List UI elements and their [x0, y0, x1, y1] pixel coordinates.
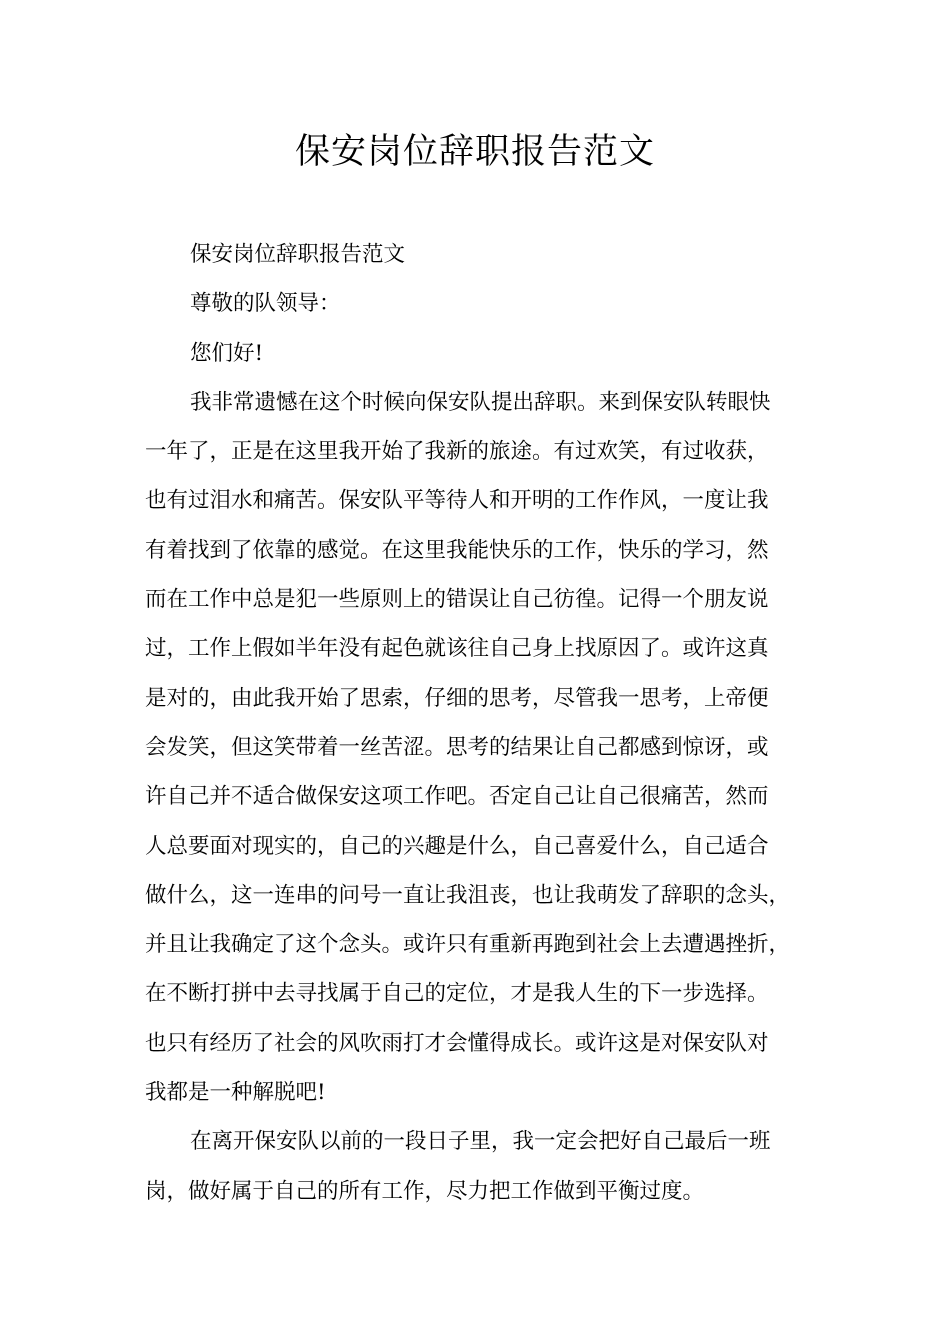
paragraph-1-line: 过，工作上假如半年没有起色就该往自己身上找原因了。或许这真 [145, 636, 769, 662]
paragraph-2-line: 岗，做好属于自己的所有工作，尽力把工作做到平衡过度。 [145, 1178, 705, 1204]
paragraph-1-line: 并且让我确定了这个念头。或许只有重新再跑到社会上去遭遇挫折， [145, 932, 791, 958]
paragraph-1-line: 也有过泪水和痛苦。保安队平等待人和开明的工作作风，一度让我 [145, 488, 769, 514]
paragraph-1-line: 有着找到了依靠的感觉。在这里我能快乐的工作，快乐的学习，然 [145, 537, 769, 563]
paragraph-1-line: 一年了，正是在这里我开始了我新的旅途。有过欢笑，有过收获， [145, 439, 769, 465]
paragraph-2 [145, 1117, 825, 1216]
paragraph-1-line: 我都是一种解脱吧! [145, 1080, 326, 1106]
paragraph-1-line: 人总要面对现实的，自己的兴趣是什么，自己喜爱什么，自己适合 [145, 833, 769, 859]
subtitle-line: 保安岗位辞职报告范文 [190, 242, 406, 267]
paragraph-1-line: 在不断打拼中去寻找属于自己的定位，才是我人生的下一步选择。 [145, 981, 769, 1007]
paragraph-1-line: 而在工作中总是犯一些原则上的错误让自己彷徨。记得一个朋友说 [145, 587, 769, 613]
paragraph-1-line: 许自己并不适合做保安这项工作吧。否定自己让自己很痛苦，然而 [145, 784, 769, 810]
paragraph-1 [145, 378, 825, 1117]
paragraph-1-line: 是对的，由此我开始了思索，仔细的思考，尽管我一思考，上帝便 [145, 685, 769, 711]
paragraph-2-line: 在离开保安队以前的一段日子里，我一定会把好自己最后一班 [190, 1129, 771, 1155]
salutation-line: 尊敬的队领导： [190, 291, 341, 317]
page-title: 保安岗位辞职报告范文 [294, 132, 655, 172]
greeting-line: 您们好! [190, 340, 264, 366]
paragraph-1-line: 做什么，这一连串的问号一直让我沮丧，也让我萌发了辞职的念头， [145, 882, 791, 908]
document-body [145, 230, 825, 1216]
paragraph-1-line: 会发笑，但这笑带着一丝苦涩。思考的结果让自己都感到惊讶，或 [145, 734, 769, 760]
paragraph-1-line: 也只有经历了社会的风吹雨打才会懂得成长。或许这是对保安队对 [145, 1030, 769, 1056]
paragraph-1-line: 我非常遗憾在这个时候向保安队提出辞职。来到保安队转眼快 [190, 389, 771, 415]
